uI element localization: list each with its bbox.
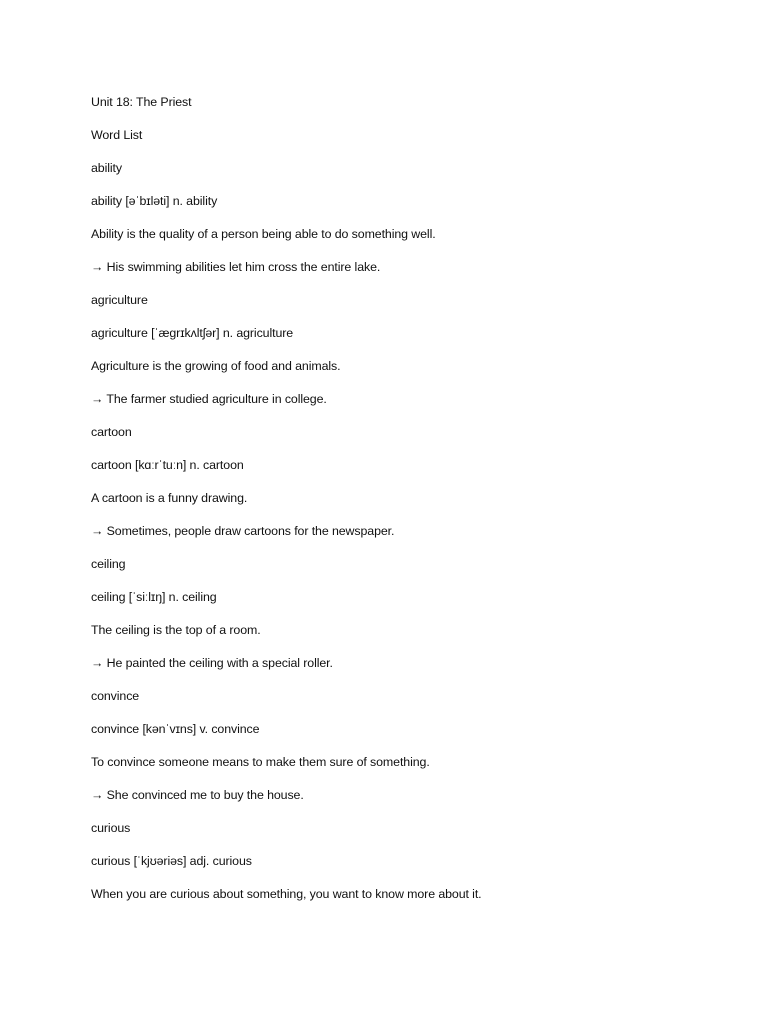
word-example: → His swimming abilities let him cross the entire lake. (91, 260, 381, 274)
word-definition: Ability is the quality of a person being able to do something well. (91, 227, 436, 241)
word-example: → The farmer studied agriculture in college. (91, 392, 327, 406)
word-definition: To convince someone means to make them sure of something. (91, 755, 430, 769)
word-definition: Agriculture is the growing of food and animals. (91, 359, 341, 373)
headword: ceiling (91, 557, 126, 571)
word-entry-pronunciation: ceiling [ˈsiːlɪŋ] n. ceiling (91, 590, 217, 604)
word-definition: A cartoon is a funny drawing. (91, 491, 248, 505)
word-entry-pronunciation: ability [əˈbɪləti] n. ability (91, 194, 218, 208)
word-entry-pronunciation: curious [ˈkjʊəriəs] adj. curious (91, 854, 252, 868)
word-example: → She convinced me to buy the house. (91, 788, 304, 802)
word-definition: When you are curious about something, you want to know more about it. (91, 887, 482, 901)
word-entry-pronunciation: convince [kənˈvɪns] v. convince (91, 722, 260, 736)
headword: ability (91, 161, 122, 175)
word-definition: The ceiling is the top of a room. (91, 623, 261, 637)
word-example: → He painted the ceiling with a special roller. (91, 656, 333, 670)
word-entry-pronunciation: cartoon [kɑːrˈtuːn] n. cartoon (91, 458, 244, 472)
headword: cartoon (91, 425, 132, 439)
document-body (91, 92, 731, 917)
section-heading-word-list: Word List (91, 128, 143, 142)
headword: convince (91, 689, 140, 703)
word-example: → Sometimes, people draw cartoons for the newspaper. (91, 524, 395, 538)
headword: agriculture (91, 293, 148, 307)
headword: curious (91, 821, 131, 835)
word-entry-pronunciation: agriculture [ˈægrɪkʌltʃər] n. agriculture (91, 326, 294, 340)
unit-title: Unit 18: The Priest (91, 95, 192, 109)
